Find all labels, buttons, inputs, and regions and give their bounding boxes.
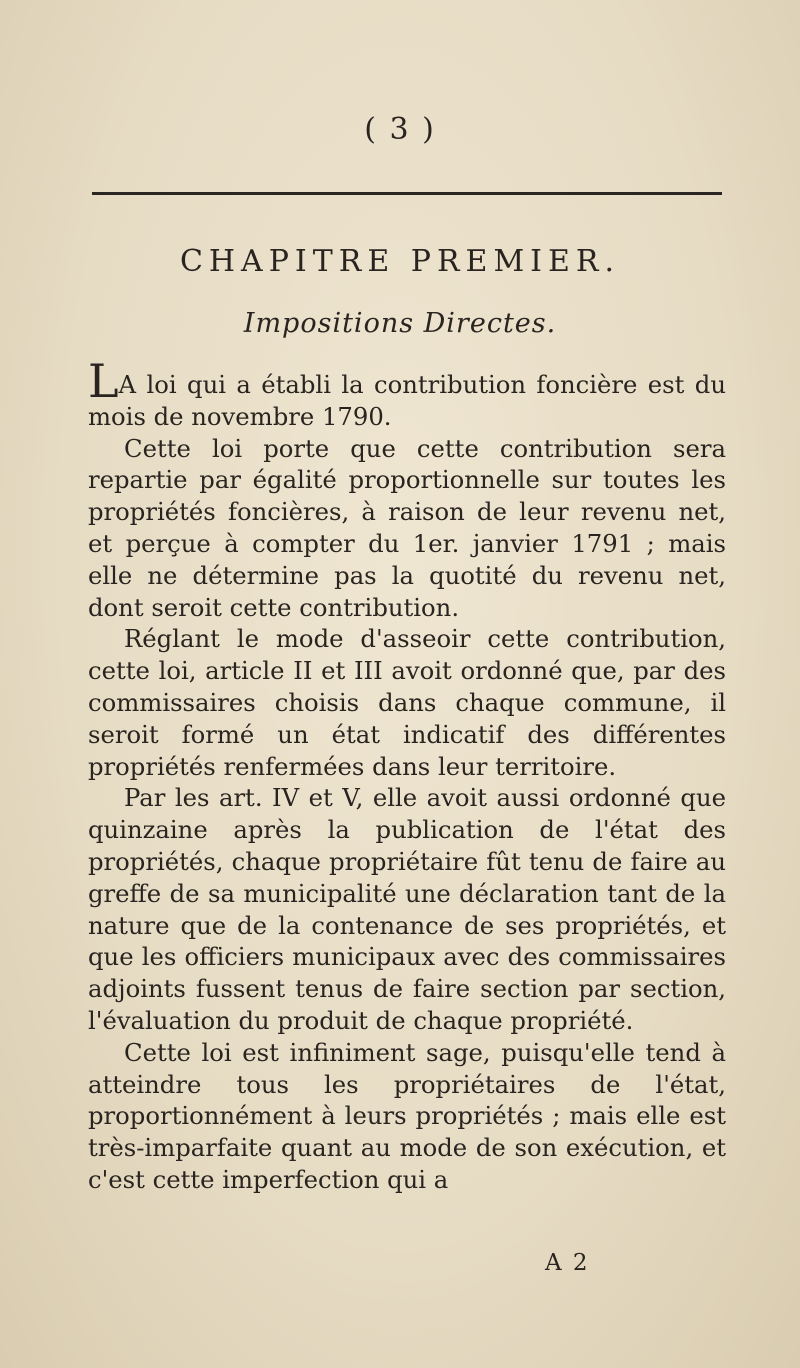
header-rule	[92, 192, 722, 195]
paragraph-3: Réglant le mode d'asseoir cette contribution, cette loi, article II et III avoit ordonné que, par des commissaires choisis dans chaque commune, il seroit formé un état indicatif des différentes propriétés renfermées dans leur territoire.	[88, 624, 726, 781]
paragraph-4: Par les art. IV et V, elle avoit aussi ordonné que quinzaine après la publication de l'état des propriétés, chaque propriétaire fût tenu de faire au greffe de sa municipalité une déclaration tant de la nature que de la contenance de ses propriétés, et que les officiers municipaux avec des commissaires adjoints fussent tenus de faire section par section, l'évaluation du produit de chaque propriété.	[88, 783, 726, 1035]
paragraph-1	[88, 354, 726, 433]
paragraph-2: Cette loi porte que cette contribution sera repartie par égalité proportionnelle sur toutes les propriétés foncières, à raison de leur revenu net, et perçue à compter du 1er. janvier 1791 ; mais elle ne détermine pas la quotité du revenu net, dont seroit cette contribution.	[88, 433, 726, 622]
signature-mark: A 2	[545, 1250, 590, 1276]
paragraph-1-text: A loi qui a établi la contribution foncière est du mois de novembre 1790.	[88, 370, 726, 431]
page-number: ( 3 )	[364, 112, 436, 147]
chapter-title: CHAPITRE PREMIER.	[179, 244, 621, 279]
body-text	[88, 354, 726, 1196]
paragraph-5: Cette loi est infiniment sage, puisqu'elle tend à atteindre tous les propriétaires de l'état, proportionnément à leurs propriétés ; mais elle est très-imparfaite quant au mode de son exécution, et c'est cette imperfection qui a	[88, 1037, 726, 1194]
chapter-subtitle: Impositions Directes.	[243, 308, 557, 339]
drop-cap: L	[88, 354, 119, 408]
